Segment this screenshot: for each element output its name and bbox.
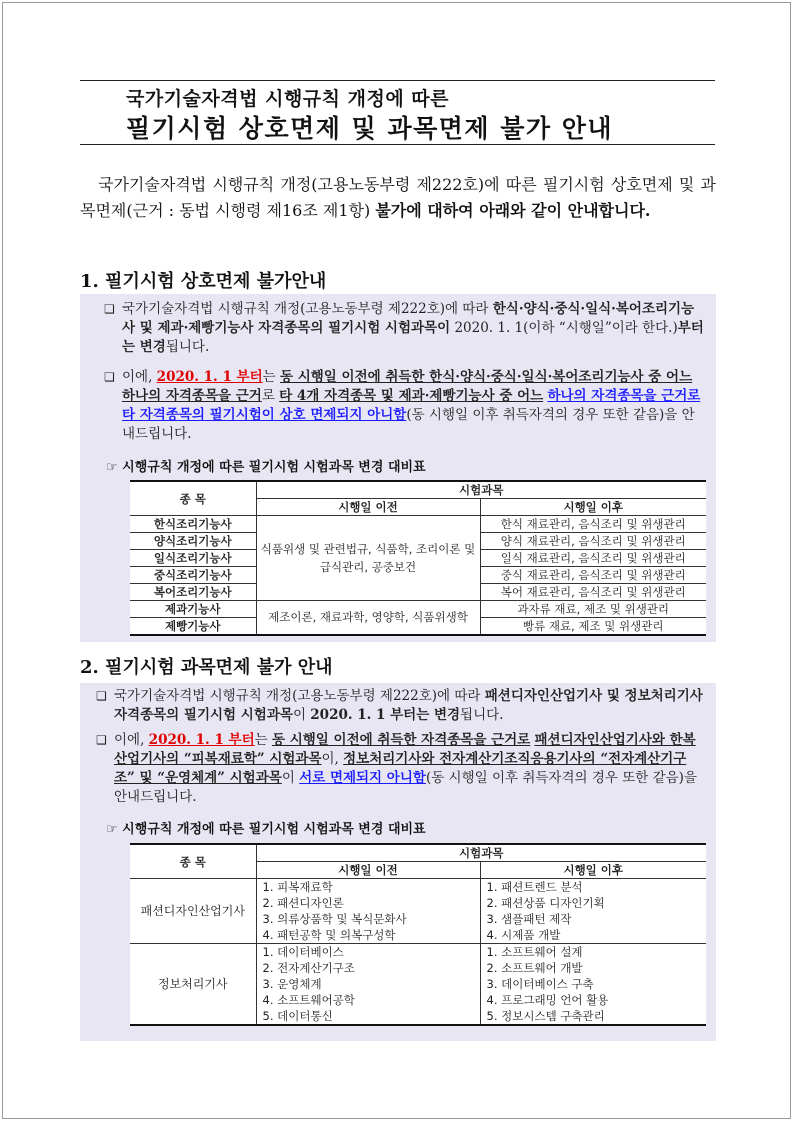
s1-after: 빵류 재료, 제조 및 위생관리 (480, 618, 706, 636)
s2-col-after: 시행일 이후 (480, 862, 706, 879)
list-item: 3. 데이터베이스 구축 (486, 977, 594, 991)
section1-heading: 1. 필기시험 상호면제 불가안내 (80, 271, 327, 292)
square-bullet-icon: ❑ (96, 733, 107, 747)
s1-item: 복어조리기능사 (130, 584, 256, 601)
list-item: 4. 프로그래밍 언어 활용 (486, 993, 609, 1007)
table-row (130, 601, 706, 618)
list-item: 5. 데이터통신 (262, 1009, 333, 1023)
s1p2-text-e: 로 (261, 388, 280, 404)
s2-col-before: 시행일 이전 (256, 862, 480, 879)
s1-col-before: 시행일 이전 (256, 499, 480, 516)
list-item: 2. 패션디자인론 (262, 896, 344, 910)
intro-paragraph (80, 172, 716, 224)
table-row (130, 516, 706, 533)
s1p1-text-f: 됩니다. (165, 339, 210, 355)
section2-paragraph-2 (96, 731, 706, 807)
s1-after: 일식 재료관리, 음식조리 및 위생관리 (480, 550, 706, 567)
list-item: 2. 소프트웨어 개발 (486, 961, 583, 975)
list-item: 3. 샘플패턴 제작 (486, 912, 572, 926)
list-item: 4. 소프트웨어공학 (262, 993, 355, 1007)
s1-item: 중식조리기능사 (130, 567, 256, 584)
list-item: 3. 의류상품학 및 복식문화사 (262, 912, 407, 926)
s1p2-date: 2020. 1. 1 부터 (156, 369, 263, 385)
s1-item: 제과기능사 (130, 601, 256, 618)
s2-item: 패션디자인산업기사 (130, 879, 256, 944)
list-item: 1. 데이터베이스 (262, 945, 344, 959)
s1-col-subjects: 시험과목 (256, 481, 706, 499)
s1-after: 중식 재료관리, 음식조리 및 위생관리 (480, 567, 706, 584)
s1p2-text-c: 는 (262, 369, 280, 385)
s1p1-text-b: 한식·양식·중식·일식·복어조리기능사 및 제과·제빵기능사 자격종목의 필기시험 시험과목이 (122, 301, 695, 336)
s2p2-text-f: 패션디자인산업기사와 한복산업기사의 “피복재료학” 시험과목 (114, 732, 696, 767)
s1p1-text-a: 국가기술자격법 시행규칙 개정(고용노동부령 제222호)에 따라 (122, 301, 493, 317)
title-top-rule (80, 80, 715, 81)
section1-box (80, 294, 716, 642)
list-item: 2. 전자계산기구조 (262, 961, 355, 975)
title-bottom-rule (80, 144, 715, 145)
s2p1-text-c: 이 (292, 707, 311, 723)
s1-after: 한식 재료관리, 음식조리 및 위생관리 (480, 516, 706, 533)
s1p2-text-i: (동 시행일 이후 취득자격의 경우 또한 같음)을 안내드립니다. (122, 407, 695, 442)
section2-table (130, 843, 706, 1026)
s1-after: 양식 재료관리, 음식조리 및 위생관리 (480, 533, 706, 550)
s1p2-text-d: 동 시행일 이전에 취득한 한식·양식·중식·일식·복어조리기능사 중 어느 하나의 자격종목을 근거 (122, 369, 693, 404)
s1p1-text-d: (이하 “시행일”이라 한다.) (523, 320, 678, 336)
s2-col-subjects: 시험과목 (256, 844, 706, 862)
list-item: 3. 운영체계 (262, 977, 322, 991)
s1-after: 복어 재료관리, 음식조리 및 위생관리 (480, 584, 706, 601)
s1-before-bake: 제조이론, 재료과학, 영양학, 식품위생학 (256, 601, 480, 636)
s2p2-text-i: 이 (281, 770, 300, 786)
s1-item: 한식조리기능사 (130, 516, 256, 533)
s1-col-item: 종 목 (130, 481, 256, 516)
list-item: 4. 시제품 개발 (486, 928, 561, 942)
table-row (130, 879, 706, 944)
section1-paragraph-1 (104, 300, 706, 357)
s1-item: 제빵기능사 (130, 618, 256, 636)
square-bullet-icon: ❑ (96, 689, 107, 703)
s1p2-text-a: 이에, (122, 369, 157, 385)
s2-col-item: 종 목 (130, 844, 256, 879)
s1-col-after: 시행일 이후 (480, 499, 706, 516)
section2-heading: 2. 필기시험 과목면제 불가 안내 (80, 657, 333, 678)
s1-item: 일식조리기능사 (130, 550, 256, 567)
s1-before-cook: 식품위생 및 관련법규, 식품학, 조리이론 및 급식관리, 공중보건 (256, 516, 480, 601)
s2p2-text-j: 서로 면제되지 아니함 (299, 770, 426, 786)
s2p2-text-c: 는 (254, 732, 272, 748)
list-item: 5. 정보시스템 구축관리 (486, 1009, 605, 1023)
s1p1-text-e: 부터는 변경 (122, 320, 704, 355)
s1p2-text-f: 타 4개 자격종목 및 제과·제빵기능사 중 어느 (279, 388, 544, 404)
section2-box (80, 683, 716, 1041)
s2-before-list (256, 879, 480, 944)
list-item: 2. 패션상품 디자인기획 (486, 896, 605, 910)
section1-paragraph-2 (104, 368, 706, 444)
section1-table-caption: ☞ 시행규칙 개정에 따른 필기시험 시험과목 변경 대비표 (106, 460, 426, 475)
s2p2-text-h: 정보처리기사와 전자계산기조직응용기사의 “전자계산기구조” 및 “운영체계” 시험과목 (114, 751, 687, 786)
title-line-2: 필기시험 상호면제 및 과목면제 불가 안내 (126, 114, 614, 143)
s1p1-text-c: 2020. 1. 1 (450, 320, 524, 336)
s2-after-list (480, 944, 706, 1026)
list-item: 1. 패션트렌드 분석 (486, 880, 583, 894)
s2p1-text-b: 패션디자인산업기사 및 정보처리기사 자격종목의 필기시험 시험과목 (114, 688, 703, 723)
s2p2-text-k: (동 시행일 이후 취득자격의 경우 또한 같음)을 안내드립니다. (114, 770, 697, 805)
s2p2-text-d: 동 시행일 이전에 취득한 자격종목을 근거로 (271, 732, 531, 748)
table-row (130, 944, 706, 1026)
s1-after: 과자류 재료, 제조 및 위생관리 (480, 601, 706, 618)
s2p2-date: 2020. 1. 1 부터 (148, 732, 255, 748)
section1-table (130, 480, 706, 636)
list-item: 1. 피복재료학 (262, 880, 333, 894)
s1-item: 양식조리기능사 (130, 533, 256, 550)
s2p2-text-a: 이에, (114, 732, 149, 748)
s2-after-list (480, 879, 706, 944)
s2p2-text-g: 이, (321, 751, 344, 767)
list-item: 4. 패턴공학 및 의복구성학 (262, 928, 396, 942)
title-line-1: 국가기술자격법 시행규칙 개정에 따른 (126, 88, 450, 110)
list-item: 1. 소프트웨어 설계 (486, 945, 583, 959)
s2p1-text-d: 2020. 1. 1 부터는 변경 (310, 707, 461, 723)
s2-item: 정보처리기사 (130, 944, 256, 1026)
section2-paragraph-1 (96, 687, 706, 725)
s2p1-text-e: 됩니다. (460, 707, 504, 723)
s2p1-text-a: 국가기술자격법 시행규칙 개정(고용노동부령 제222호)에 따라 (114, 688, 485, 704)
s2-before-list (256, 944, 480, 1026)
square-bullet-icon: ❑ (104, 302, 115, 316)
square-bullet-icon: ❑ (104, 370, 115, 384)
intro-text: 국가기술자격법 시행규칙 개정(고용노동부령 제222호)에 따른 필기시험 상호면제 및 과목면제(근거 : 동법 시행령 제16조 제1항) (80, 175, 716, 220)
section2-table-caption: ☞ 시행규칙 개정에 따른 필기시험 시험과목 변경 대비표 (106, 822, 426, 837)
intro-text-bold: 불가에 대하여 아래와 같이 안내합니다. (375, 201, 651, 220)
s1p2-text-h: 하나의 자격종목을 근거로 타 자격종목의 필기시험이 상호 면제되지 아니함 (122, 388, 701, 423)
